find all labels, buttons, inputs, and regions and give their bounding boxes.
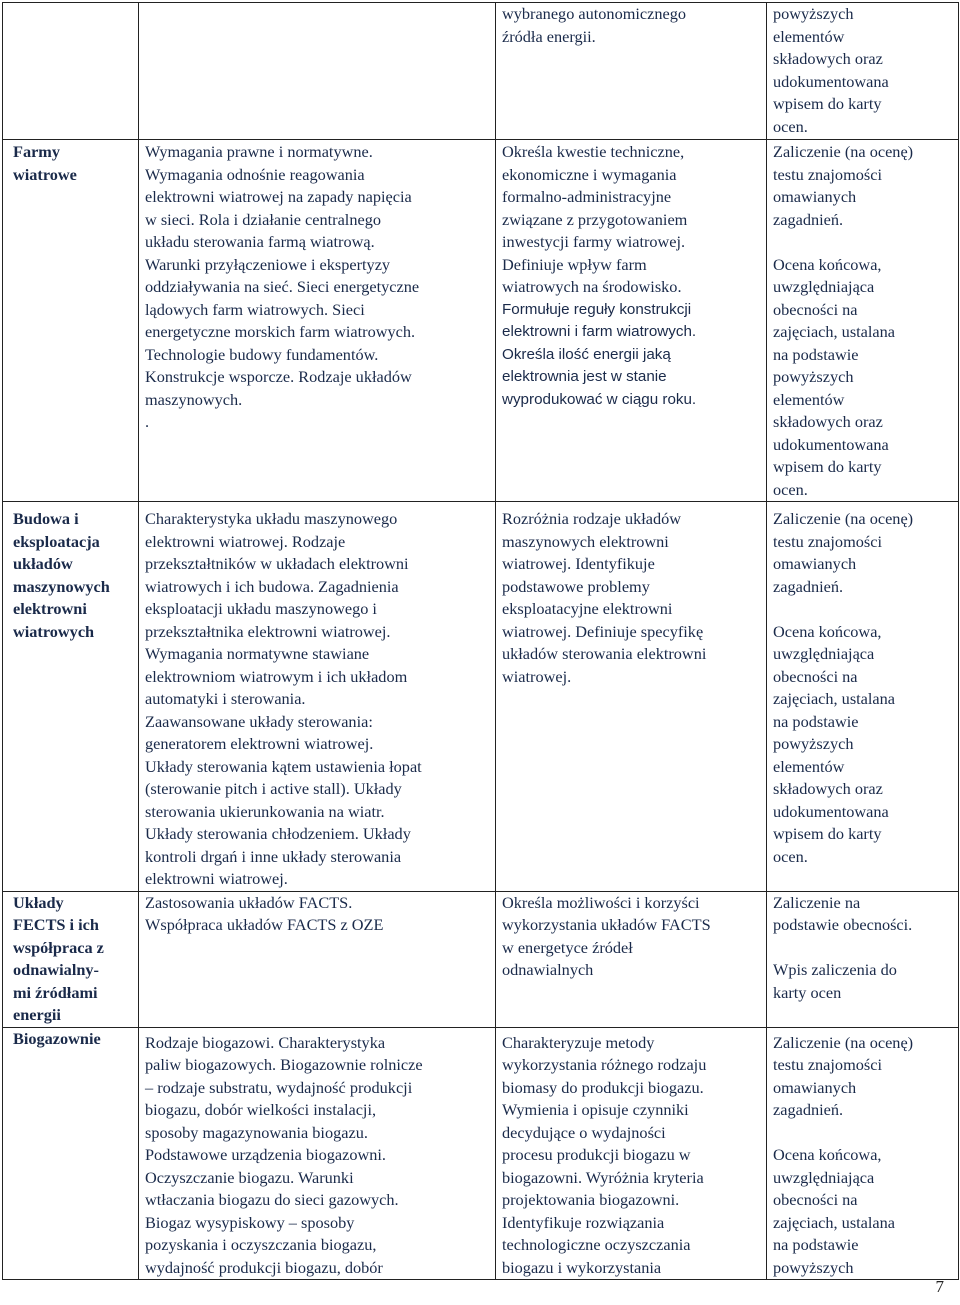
table-row: [3, 3, 959, 140]
page-number: 7: [935, 1277, 944, 1296]
table-row: [3, 502, 959, 892]
assessment-cell: Zaliczenie (na ocenę) testu znajomości omawianych zagadnień. Ocena końcowa, uwzględniająca obecności na zajęciach, ustalana na podstawie powyższych elementów składowych oraz udokumentowana wpisem do karty ocen.: [767, 502, 959, 892]
effects-cell: Określa możliwości i korzyści wykorzystania układów FACTS w energetyce źródeł odnawialnych: [496, 891, 767, 1027]
topic-cell: Farmy wiatrowe: [3, 140, 139, 502]
table-row: [3, 891, 959, 1027]
content-cell: Wymagania prawne i normatywne. Wymagania odnośnie reagowania elektrowni wiatrowej na zapady napięcia w sieci. Rola i działanie centralnego układu sterowania farmą wiatrową. Warunki przyłączeniowe i ekspertyzy oddziaływania na sieć. Sieci energetyczne lądowych farm wiatrowych. Sieci energetyczne morskich farm wiatrowych. Technologie budowy fundamentów. Konstrukcje wsporcze. Rodzaje układów maszynowych. .: [139, 140, 496, 502]
topic-cell: Układy FECTS i ich współpraca z odnawialny- mi źródłami energii: [3, 891, 139, 1027]
content-cell: [139, 3, 496, 140]
topic-cell: Budowa i eksploatacja układów maszynowych elektrowni wiatrowych: [3, 502, 139, 892]
effects-cell: Charakteryzuje metody wykorzystania różnego rodzaju biomasy do produkcji biogazu. Wymienia i opisuje czynniki decydujące o wydajności procesu produkcji biogazu w biogazowni. Wyróżnia kryteria projektowania biogazowni. Identyfikuje rozwiązania technologiczne oczyszczania biogazu i wykorzystania: [496, 1027, 767, 1280]
assessment-cell: powyższych elementów składowych oraz udokumentowana wpisem do karty ocen.: [767, 3, 959, 140]
assessment-cell: Zaliczenie (na ocenę) testu znajomości omawianych zagadnień. Ocena końcowa, uwzględniająca obecności na zajęciach, ustalana na podstawie powyższych elementów składowych oraz udokumentowana wpisem do karty ocen.: [767, 140, 959, 502]
syllabus-table: [2, 2, 959, 1280]
table-row: [3, 140, 959, 502]
effects-cell: wybranego autonomicznego źródła energii.: [496, 3, 767, 140]
content-cell: Charakterystyka układu maszynowego elektrowni wiatrowej. Rodzaje przekształtników w układach elektrowni wiatrowych i ich budowa. Zagadnienia eksploatacji układu maszynowego i przekształtnika elektrowni wiatrowej. Wymagania normatywne stawiane elektrowniom wiatrowym i ich układom automatyki i sterowania. Zaawansowane układy sterowania: generatorem elektrowni wiatrowej. Układy sterowania kątem ustawienia łopat (sterowanie pitch i active stall). Układy sterowania ukierunkowania na wiatr. Układy sterowania chłodzeniem. Układy kontroli drgań i inne układy sterowania elektrowni wiatrowej.: [139, 502, 496, 892]
content-cell: Zastosowania układów FACTS. Współpraca układów FACTS z OZE: [139, 891, 496, 1027]
topic-cell: [3, 3, 139, 140]
table-row: [3, 1027, 959, 1280]
content-cell: Rodzaje biogazowi. Charakterystyka paliw biogazowych. Biogazownie rolnicze – rodzaje substratu, wydajność produkcji biogazu, dobór wielkości instalacji, sposoby magazynowania biogazu. Podstawowe urządzenia biogazowni. Oczyszczanie biogazu. Warunki wtłaczania biogazu do sieci gazowych. Biogaz wysypiskowy – sposoby pozyskania i oczyszczania biogazu, wydajność produkcji biogazu, dobór: [139, 1027, 496, 1280]
topic-cell: Biogazownie: [3, 1027, 139, 1280]
assessment-cell: Zaliczenie (na ocenę) testu znajomości omawianych zagadnień. Ocena końcowa, uwzględniająca obecności na zajęciach, ustalana na podstawie powyższych: [767, 1027, 959, 1280]
assessment-cell: Zaliczenie na podstawie obecności. Wpis zaliczenia do karty ocen: [767, 891, 959, 1027]
effects-cell: Rozróżnia rodzaje układów maszynowych elektrowni wiatrowej. Identyfikuje podstawowe problemy eksploatacyjne elektrowni wiatrowej. Definiuje specyfikę układów sterowania elektrowni wiatrowej.: [496, 502, 767, 892]
effects-cell: Określa kwestie techniczne, ekonomiczne i wymagania formalno-administracyjne związane z przygotowaniem inwestycji farmy wiatrowej. Definiuje wpływ farm wiatrowych na środowisko. Formułuje reguły konstrukcji elektrowni i farm wiatrowych. Określa ilość energii jaką elektrownia jest w stanie wyprodukować w ciągu roku.: [496, 140, 767, 502]
